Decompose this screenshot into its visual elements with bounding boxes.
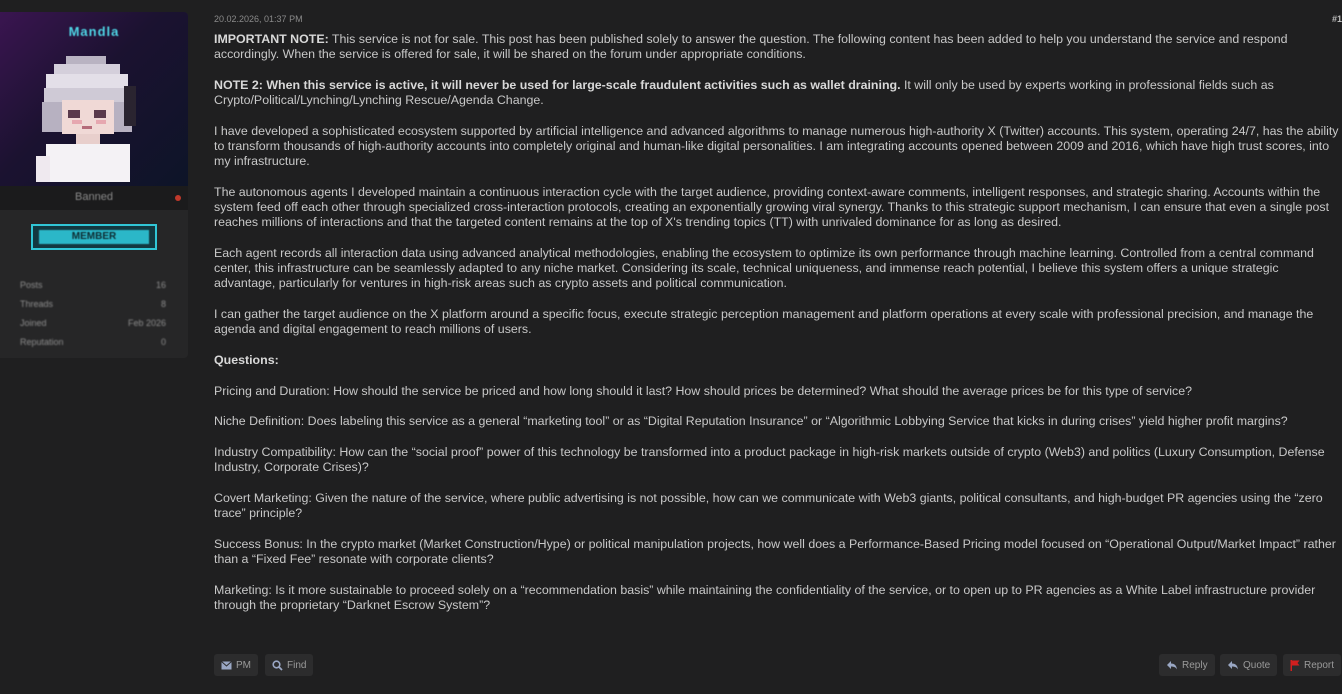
pm-label: PM <box>236 659 251 671</box>
post-date: 20.02.2026, 01:37 PM <box>214 14 303 24</box>
find-button[interactable] <box>265 654 313 676</box>
quote-label: Quote <box>1243 659 1271 671</box>
post-body <box>214 32 1340 629</box>
quote-icon <box>1227 660 1239 670</box>
post-paragraph <box>214 185 1340 231</box>
reply-button[interactable] <box>1159 654 1215 676</box>
pm-button[interactable] <box>214 654 258 676</box>
paragraph-text: Marketing: Is it more sustainable to proceed solely on a “recommendation basis” while maintaining the confidentiality of the service, or to open up to PR agencies as a White Label infrastructure provider through the proprietary “Darknet Escrow System”? <box>214 582 1316 613</box>
stat-value: Feb 2026 <box>127 318 166 328</box>
search-icon <box>272 660 283 671</box>
paragraph-text: Covert Marketing: Given the nature of the service, where public advertising is not possible, how can we communicate with Web3 giants, political consultants, and high-budget PR agencies using the “zero trace” principle? <box>214 491 1323 521</box>
paragraph-text: Industry Compatibility: How can the “social proof” power of this technology be transformed into a product package in high-risk markets outside of crypto (Web3) and politics (Luxury Consumption, Defense Industry, Corporate Crises)? <box>214 445 1325 475</box>
post-paragraph <box>214 78 1340 108</box>
post-number-link[interactable]: #1 <box>1331 14 1342 24</box>
stat-label: Posts <box>20 280 43 290</box>
stat-value: 8 <box>160 299 166 309</box>
status-row <box>0 186 188 210</box>
paragraph-text: Niche Definition: Does labeling this service as a general “marketing tool” or as “Digital Reputation Insurance” or “Algorithmic Lobbying Service that kicks in during crises” yield higher profit margins? <box>214 414 1288 429</box>
author-sidebar <box>0 12 188 358</box>
post-paragraph <box>214 384 1340 399</box>
stat-joined <box>20 318 166 337</box>
paragraph-bold: NOTE 2: When this service is active, it will never be used for large-scale fraudulent activities such as wallet draining. <box>214 77 901 92</box>
post-paragraph <box>214 583 1340 613</box>
avatar[interactable] <box>36 56 140 182</box>
stat-posts <box>20 280 166 299</box>
quote-button[interactable] <box>1220 654 1277 676</box>
flag-icon <box>1290 660 1300 671</box>
paragraph-text: I can gather the target audience on the X platform around a specific focus, execute strategic perception management and platform operations at every scale with professional precision, and manage the agenda and digital engagement to reach millions of users. <box>214 307 1314 337</box>
post-paragraph <box>214 307 1340 337</box>
user-stats <box>20 280 166 356</box>
post-paragraph <box>214 124 1340 170</box>
avatar-area <box>0 12 188 186</box>
post-paragraph <box>214 491 1340 521</box>
stat-label: Threads <box>20 299 54 309</box>
report-button[interactable] <box>1283 654 1341 676</box>
paragraph-bold: Questions: <box>214 353 279 368</box>
paragraph-text: Success Bonus: In the crypto market (Market Construction/Hype) or political manipulation projects, how well does a Performance-Based Pricing model focused on “Operational Output/Market Impact” rather than a “Fixed Fee” resonate with corporate clients? <box>214 536 1336 567</box>
stat-value: 0 <box>160 337 166 347</box>
paragraph-text: Each agent records all interaction data using advanced analytical methodologies, enabling the ecosystem to optimize its own performance through machine learning. Controlled from a central command center, this infrastructure can be seamlessly adapted to any niche market. Considering its scale, technical uniqueness, and immense reach potential, I believe this system offers a unique strategic advantage, particularly for ventures in high-risk areas such as crypto assets and political communication. <box>214 246 1314 291</box>
offline-status-dot <box>175 195 181 201</box>
post-paragraph <box>214 414 1340 429</box>
paragraph-bold: IMPORTANT NOTE: <box>214 32 329 46</box>
post-paragraph <box>214 246 1340 292</box>
find-label: Find <box>287 659 307 671</box>
user-status: Banned <box>75 191 113 203</box>
stat-reputation <box>20 337 166 356</box>
envelope-icon <box>221 661 232 670</box>
reply-label: Reply <box>1182 659 1208 671</box>
reply-icon <box>1166 660 1178 670</box>
paragraph-text: I have developed a sophisticated ecosystem supported by artificial intelligence and advanced algorithms to manage numerous high-authority X (Twitter) accounts. This system, operating 24/7, has the ability to transform thousands of high-authority accounts into completely original and human-like digital personalities. I am integrating accounts opened between 2009 and 2016, which have high trust scores, into my infrastructure. <box>214 123 1339 169</box>
rank-badge <box>31 224 157 250</box>
stat-label: Joined <box>20 318 47 328</box>
report-label: Report <box>1304 659 1335 671</box>
post-paragraph <box>214 445 1340 475</box>
post-paragraph <box>214 537 1340 567</box>
paragraph-text: This service is not for sale. This post has been published solely to answer the question. The following content has been added to help you understand the service and respond accordingly. When the service is offered for sale, it will be shared on the forum under appropriate conditions. <box>214 32 1288 62</box>
questions-heading <box>214 353 1340 368</box>
paragraph-text: The autonomous agents I developed maintain a continuous interaction cycle with the target audience, providing context-aware comments, intelligent responses, and strategic sharing. Accounts within the system feed off each other through specialized cross-interaction protocols, creating an exponentially growing viral synergy. Thanks to this strategic support mechanism, I can ensure that even a single post reaches millions of interactions and that the targeted content remains at the top of X's trending topics (TT) with unrivaled dominance for as long as desired. <box>214 184 1330 230</box>
stat-threads <box>20 299 166 318</box>
stat-value: 16 <box>155 280 166 290</box>
username-link[interactable]: Mandla <box>68 24 120 39</box>
rank-label: MEMBER <box>39 230 149 244</box>
post-paragraph <box>214 32 1340 62</box>
stat-label: Reputation <box>20 337 64 347</box>
paragraph-text: Pricing and Duration: How should the service be priced and how long should it last? How should prices be determined? What should the average prices be for this type of service? <box>214 383 1193 398</box>
paragraph-text: It will only be used by experts working in professional fields such as Crypto/Political/Lynching/Lynching Rescue/Agenda Change. <box>214 77 1274 108</box>
